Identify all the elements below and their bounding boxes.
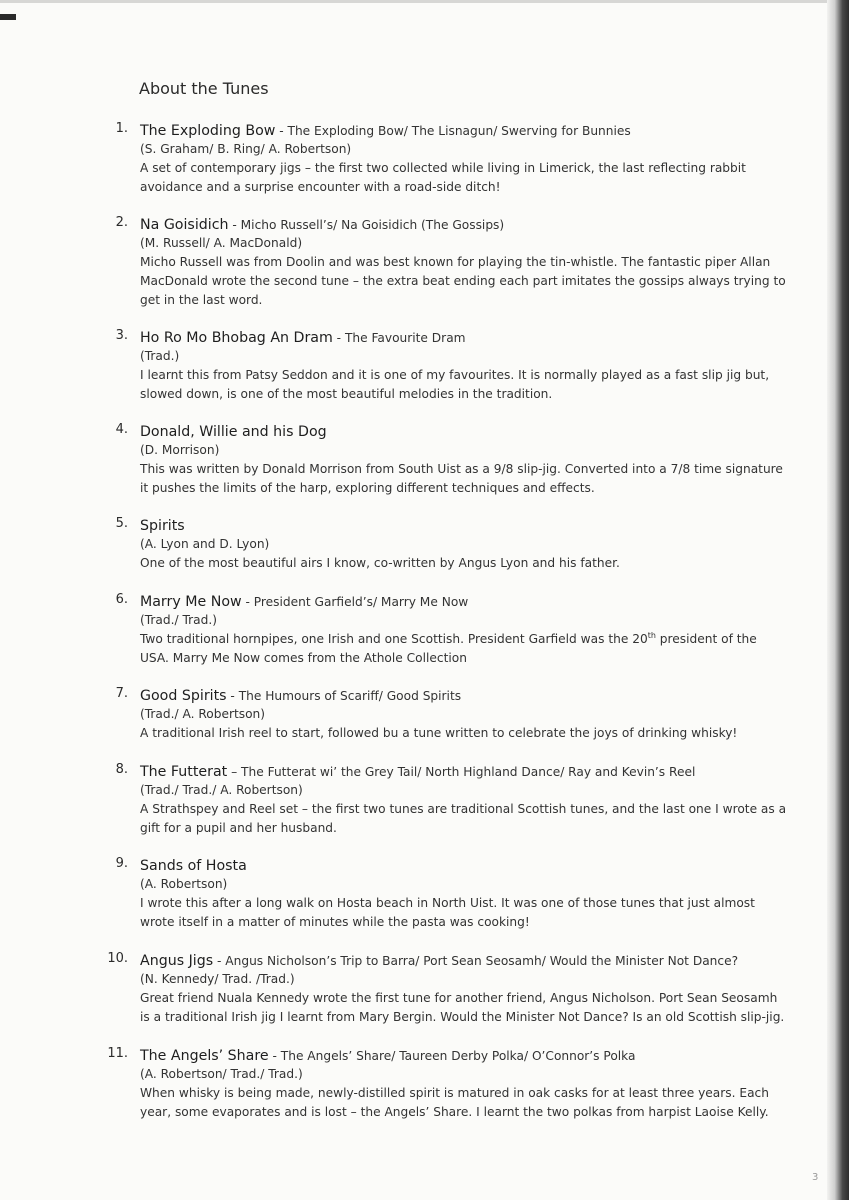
tune-name: Good Spirits (140, 688, 227, 704)
tune-description: Micho Russell was from Doolin and was best known for playing the tin-whistle. The fantastic piper Allan MacDonald wrote the second tune – the extra beat ending each part imitates the gossips always trying to get in the last word. (140, 255, 786, 307)
tune-number: 3. (115, 328, 128, 343)
tune-description: I learnt this from Patsy Seddon and it is one of my favourites. It is normally played as a fast slip jig but, slowed down, is one of the most beautiful melodies in the tradition. (140, 368, 770, 401)
tune-name: Marry Me Now (140, 594, 242, 610)
tune-credit: (N. Kennedy/ Trad. /Trad.) (140, 972, 295, 986)
tune-description: Two traditional hornpipes, one Irish and one Scottish. President Garfield was the 20th president of the USA. Marry Me Now comes from the Athole Collection (140, 630, 757, 665)
tune-credit: (Trad./ Trad./ A. Robertson) (140, 783, 303, 797)
tune-subtitle: - The Favourite Dram (332, 331, 466, 345)
tune-subtitle: – The Futterat wi’ the Grey Tail/ North Highland Dance/ Ray and Kevin’s Reel (227, 765, 696, 779)
page-binding-edge (827, 0, 849, 1200)
tune-number: 5. (115, 516, 128, 531)
tune-description: One of the most beautiful airs I know, co-written by Angus Lyon and his father. (140, 556, 620, 570)
tune-subtitle: - Micho Russell’s/ Na Goisidich (The Gossips) (228, 218, 505, 232)
tune-description: A traditional Irish reel to start, followed bu a tune written to celebrate the joys of drinking whisky! (140, 726, 738, 740)
tune-subtitle: - The Angels’ Share/ Taureen Derby Polka/ O’Connor’s Polka (268, 1049, 636, 1063)
tune-credit: (A. Lyon and D. Lyon) (140, 537, 270, 551)
tune-credit: (S. Graham/ B. Ring/ A. Robertson) (140, 142, 352, 156)
tune-description: A set of contemporary jigs – the first two collected while living in Limerick, the last reflecting rabbit avoidance and a surprise encounter with a road-side ditch! (140, 161, 746, 194)
tune-subtitle: - Angus Nicholson’s Trip to Barra/ Port Sean Seosamh/ Would the Minister Not Dance? (213, 954, 739, 968)
tune-number: 4. (115, 422, 128, 437)
tune-name: Spirits (140, 518, 185, 534)
tune-name: Sands of Hosta (140, 858, 247, 874)
tune-credit: (Trad.) (140, 349, 180, 363)
page-top-edge (0, 0, 849, 3)
page-number: 3 (812, 1172, 819, 1183)
tune-number: 6. (115, 592, 128, 607)
tune-credit: (D. Morrison) (140, 443, 220, 457)
tune-number: 10. (107, 951, 128, 966)
tune-number: 11. (107, 1046, 128, 1061)
tune-name: The Angels’ Share (140, 1048, 269, 1064)
tune-number: 9. (115, 856, 128, 871)
tune-name: The Exploding Bow (140, 123, 276, 139)
tune-name: Ho Ro Mo Bhobag An Dram (140, 330, 333, 346)
tune-credit: (A. Robertson/ Trad./ Trad.) (140, 1067, 303, 1081)
tune-name: Donald, Willie and his Dog (140, 424, 327, 440)
tune-description: This was written by Donald Morrison from South Uist as a 9/8 slip-jig. Converted into a 7/8 time signature it pushes the limits of the harp, exploring different techniques and effects. (140, 462, 783, 495)
tune-description: I wrote this after a long walk on Hosta beach in North Uist. It was one of those tunes that just almost wrote itself in a matter of minutes while the pasta was cooking! (140, 896, 755, 929)
tune-credit: (M. Russell/ A. MacDonald) (140, 236, 303, 250)
tune-description: Great friend Nuala Kennedy wrote the first tune for another friend, Angus Nicholson. Port Sean Seosamh is a traditional Irish jig I learnt from Mary Bergin. Would the Minister Not Dance? Is an old Scottish slip-jig. (140, 991, 785, 1024)
tune-subtitle: - The Exploding Bow/ The Lisnagun/ Swerving for Bunnies (275, 124, 631, 138)
tune-description: When whisky is being made, newly-distilled spirit is matured in oak casks for at least three years. Each year, some evaporates and is lost – the Angels’ Share. I learnt the two polkas from harpist Laoise Kelly. (140, 1086, 769, 1119)
tune-number: 7. (115, 686, 128, 701)
tune-name: Angus Jigs (140, 953, 214, 969)
tune-number: 8. (115, 762, 128, 777)
scan-mark (0, 14, 16, 20)
tune-credit: (A. Robertson) (140, 877, 228, 891)
tune-number: 2. (115, 215, 128, 230)
tune-name: Na Goisidich (140, 217, 229, 233)
tune-credit: (Trad./ A. Robertson) (140, 707, 266, 721)
tune-subtitle: - President Garfield’s/ Marry Me Now (241, 595, 469, 609)
tune-description: A Strathspey and Reel set – the first two tunes are traditional Scottish tunes, and the last one I wrote as a gift for a pupil and her husband. (140, 802, 787, 835)
tune-subtitle: - The Humours of Scariff/ Good Spirits (226, 689, 462, 703)
tune-credit: (Trad./ Trad.) (140, 613, 217, 627)
tune-name: The Futterat (140, 764, 228, 780)
page-title: About the Tunes (139, 79, 269, 98)
tune-number: 1. (115, 121, 128, 136)
